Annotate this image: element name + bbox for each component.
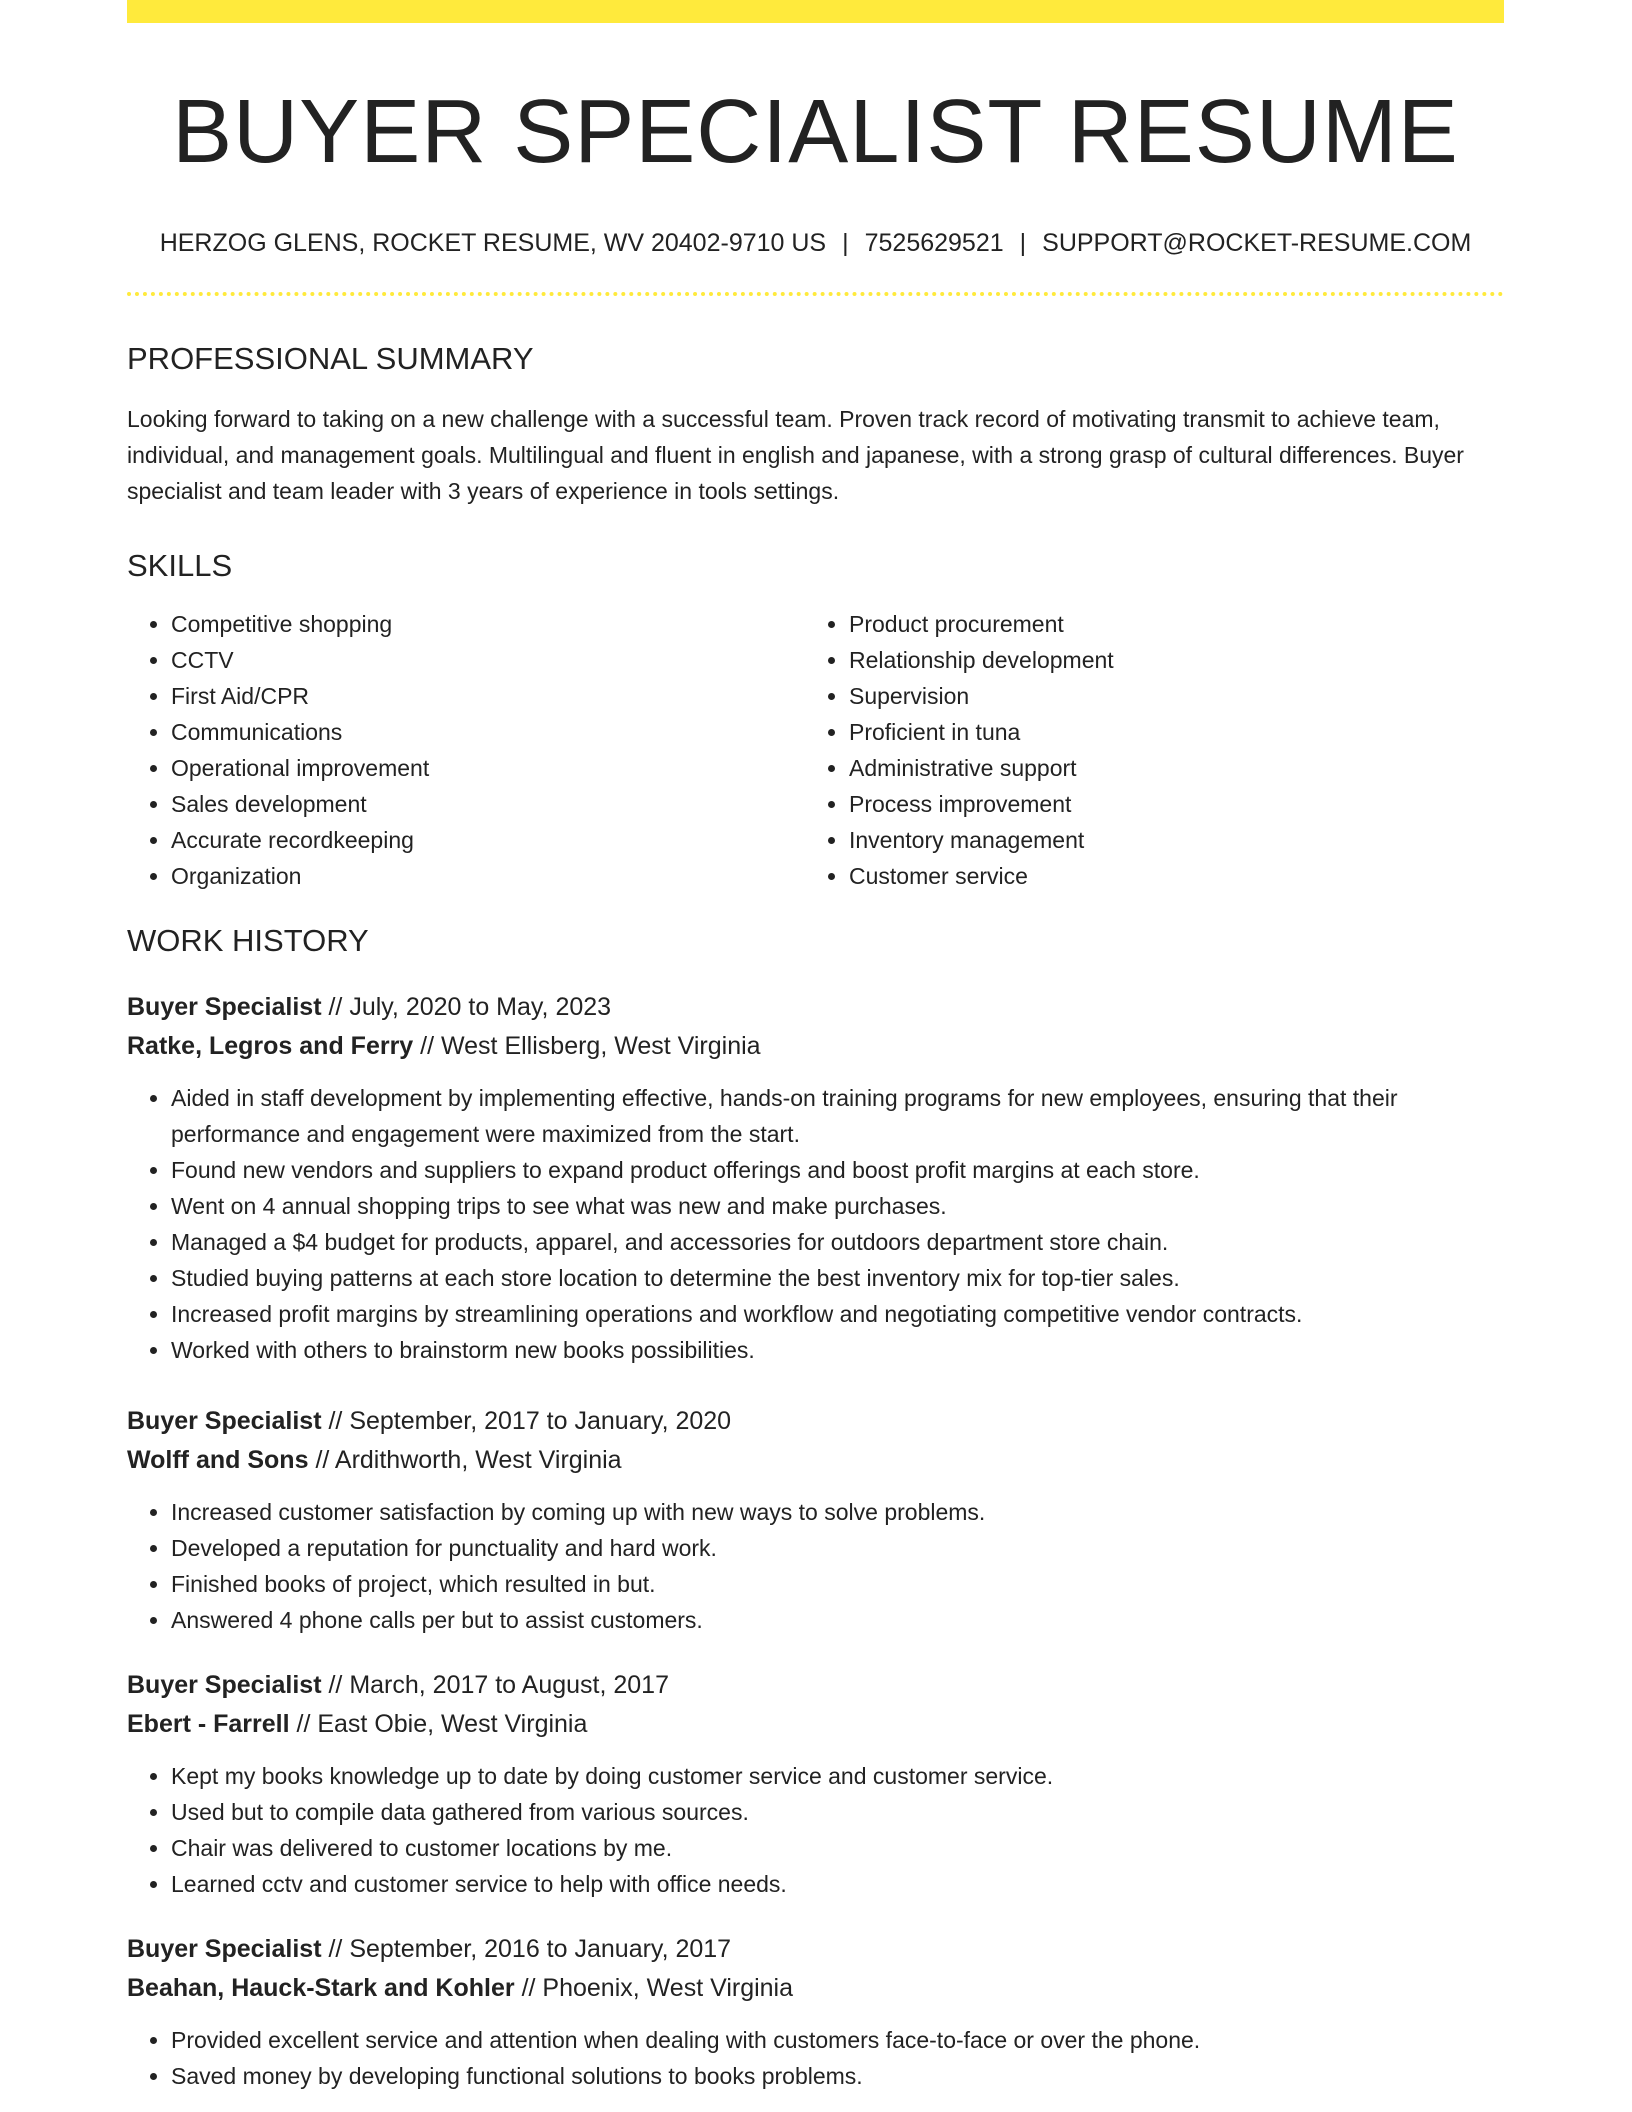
job-role-line: [127, 1666, 1504, 1705]
skill-item: • Proficient in tuna: [849, 714, 1489, 750]
job-bullet: • Studied buying patterns at each store location to determine the best inventory mix for top-tier sales.: [171, 1260, 1504, 1296]
contact-address: HERZOG GLENS, ROCKET RESUME, WV 20402-9710 US: [159, 229, 827, 257]
summary-text: Looking forward to taking on a new challenge with a successful team. Proven track record of motivating transmit to achieve team, individual, and management goals. Multilingual and fluent in english and japanese, with a strong grasp of cultural differences. Buyer specialist and team leader with 3 years of experience in tools settings.: [127, 406, 1464, 505]
job-bullet: • Finished books of project, which resulted in but.: [171, 1566, 1504, 1602]
job-role: Buyer Specialist: [127, 1670, 322, 1699]
skill-item: • Product procurement: [849, 606, 1489, 642]
dotted-divider: [127, 292, 1504, 296]
job-entry: [127, 1666, 1504, 1902]
job-bullets: [127, 1758, 1504, 1902]
section-title-summary: PROFESSIONAL SUMMARY: [127, 341, 534, 376]
resume-page: [127, 0, 1504, 2094]
skill-item: • Process improvement: [849, 786, 1489, 822]
job-bullets: [127, 1080, 1504, 1368]
contact-phone: 7525629521: [864, 229, 1004, 257]
skills-column-right: [805, 606, 1489, 894]
job-location: // Phoenix, West Virginia: [521, 1973, 794, 2002]
job-bullet: • Managed a $4 budget for products, apparel, and accessories for outdoors department store chain.: [171, 1224, 1504, 1260]
job-company: Beahan, Hauck-Stark and Kohler: [127, 1973, 515, 2002]
job-company-line: [127, 1027, 1504, 1066]
job-company: Wolff and Sons: [127, 1445, 309, 1474]
job-bullet: • Increased customer satisfaction by coming up with new ways to solve problems.: [171, 1494, 1504, 1530]
job-bullet: • Went on 4 annual shopping trips to see what was new and make purchases.: [171, 1188, 1504, 1224]
skill-item: • Administrative support: [849, 750, 1489, 786]
job-entry: [127, 988, 1504, 1368]
skills-column-left: [127, 606, 805, 894]
job-bullet: • Increased profit margins by streamlining operations and workflow and negotiating competitive vendor contracts.: [171, 1296, 1504, 1332]
contact-separator: |: [1019, 229, 1027, 257]
job-bullet: • Provided excellent service and attention when dealing with customers face-to-face or over the phone.: [171, 2022, 1504, 2058]
job-bullet: • Found new vendors and suppliers to expand product offerings and boost profit margins at each store.: [171, 1152, 1504, 1188]
skill-item: • Organization: [171, 858, 805, 894]
job-bullet: • Answered 4 phone calls per but to assist customers.: [171, 1602, 1504, 1638]
job-dates: // March, 2017 to August, 2017: [328, 1670, 669, 1699]
job-bullet: • Kept my books knowledge up to date by doing customer service and customer service.: [171, 1758, 1504, 1794]
skill-item: • Communications: [171, 714, 805, 750]
job-bullets: [127, 2022, 1504, 2094]
job-role-line: [127, 988, 1504, 1027]
job-bullet: • Used but to compile data gathered from various sources.: [171, 1794, 1504, 1830]
job-bullet: • Learned cctv and customer service to help with office needs.: [171, 1866, 1504, 1902]
skill-item: • Accurate recordkeeping: [171, 822, 805, 858]
job-bullet: • Worked with others to brainstorm new books possibilities.: [171, 1332, 1504, 1368]
skill-item: • Supervision: [849, 678, 1489, 714]
skill-item: • Inventory management: [849, 822, 1489, 858]
skill-item: • First Aid/CPR: [171, 678, 805, 714]
job-company-line: [127, 1441, 1504, 1480]
job-bullet: • Chair was delivered to customer locations by me.: [171, 1830, 1504, 1866]
job-location: // Ardithworth, West Virginia: [315, 1445, 622, 1474]
job-location: // West Ellisberg, West Virginia: [420, 1031, 761, 1060]
job-dates: // September, 2016 to January, 2017: [328, 1934, 732, 1963]
skill-item: • Operational improvement: [171, 750, 805, 786]
accent-top-bar: [127, 0, 1504, 23]
section-title-skills: SKILLS: [127, 548, 233, 584]
job-company: Ratke, Legros and Ferry: [127, 1031, 414, 1060]
skill-item: • Customer service: [849, 858, 1489, 894]
job-location: // East Obie, West Virginia: [296, 1709, 588, 1738]
job-entry: [127, 1402, 1504, 1638]
skill-item: • CCTV: [171, 642, 805, 678]
job-bullet: • Saved money by developing functional solutions to books problems.: [171, 2058, 1504, 2094]
job-bullets: [127, 1494, 1504, 1638]
job-role: Buyer Specialist: [127, 992, 322, 1021]
contact-email: SUPPORT@ROCKET-RESUME.COM: [1042, 229, 1472, 257]
contact-separator: |: [842, 229, 849, 257]
job-entry: [127, 1930, 1504, 2094]
job-company: Ebert - Farrell: [127, 1709, 290, 1738]
job-role-line: [127, 1402, 1504, 1441]
job-dates: // September, 2017 to January, 2020: [328, 1406, 732, 1435]
job-role: Buyer Specialist: [127, 1406, 322, 1435]
job-company-line: [127, 1705, 1504, 1744]
skill-item: • Sales development: [171, 786, 805, 822]
resume-title: BUYER SPECIALIST RESUME: [172, 82, 1459, 182]
job-role: Buyer Specialist: [127, 1934, 322, 1963]
job-bullet: • Developed a reputation for punctuality and hard work.: [171, 1530, 1504, 1566]
skill-item: • Competitive shopping: [171, 606, 805, 642]
job-dates: // July, 2020 to May, 2023: [328, 992, 612, 1021]
job-role-line: [127, 1930, 1504, 1969]
job-bullet: • Aided in staff development by implementing effective, hands-on training programs for new employees, ensuring that their performance and engagement were maximized from the start.: [171, 1080, 1504, 1152]
section-title-work-history: WORK HISTORY: [127, 923, 369, 959]
skills-list: [127, 606, 1504, 894]
skill-item: • Relationship development: [849, 642, 1489, 678]
job-company-line: [127, 1969, 1504, 2008]
contact-line: [127, 228, 1504, 258]
